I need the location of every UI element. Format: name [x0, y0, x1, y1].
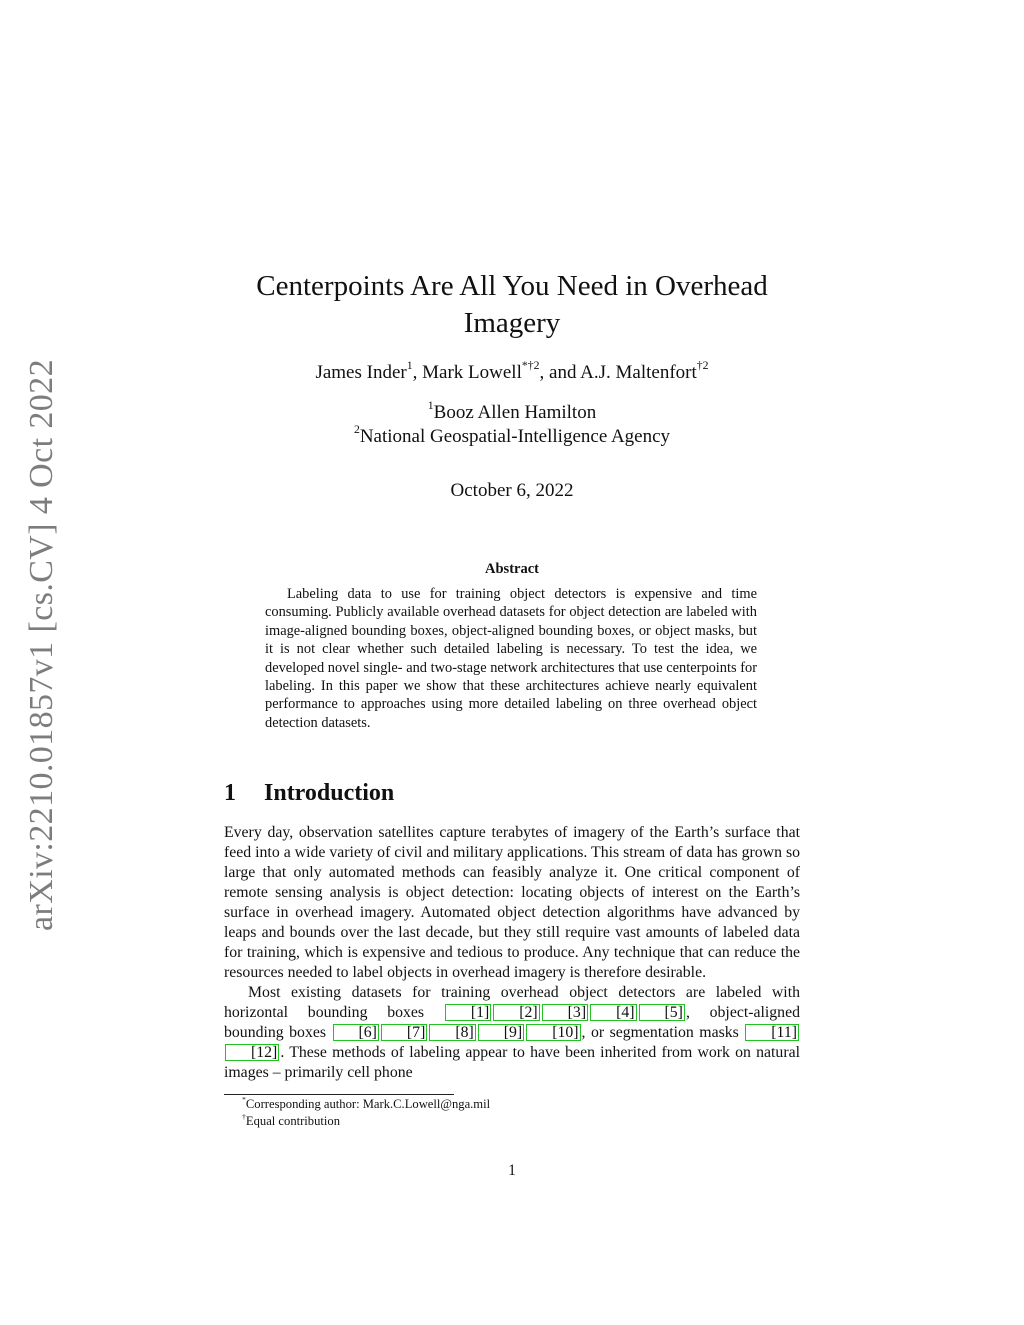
affiliation-name: National Geospatial-Intelligence Agency [359, 426, 671, 447]
section-heading [224, 780, 394, 807]
paper-title: Centerpoints Are All You Need in Overhead Imagery [256, 270, 768, 339]
citation-link[interactable]: [12] [225, 1044, 279, 1061]
affiliation-mark: 1 [427, 398, 434, 412]
author-list: James Inder$^1$, Mark Lowell$^{*\dagger 2}$, and A.J. Maltenfort$^{\dagger 2}$ [315, 358, 709, 383]
footnote-text: Equal contribution [245, 1114, 340, 1128]
citation-link[interactable]: [7] [381, 1024, 427, 1041]
paragraph [224, 983, 800, 1083]
section-title: Introduction [264, 780, 395, 806]
affiliation [200, 422, 824, 448]
citation-link[interactable]: [11] [745, 1024, 799, 1041]
citation-link[interactable]: [4] [590, 1004, 636, 1021]
paragraph-text: , or segmentation masks [581, 1024, 745, 1041]
footnote-mark: † [242, 1111, 246, 1121]
section-number: 1 [224, 780, 236, 806]
page-number: 1 [508, 1162, 516, 1179]
author-mark: *†2 [521, 358, 540, 372]
footnote-divider [224, 1094, 454, 1095]
affiliation-name: Booz Allen Hamilton [433, 402, 597, 423]
citation-link[interactable]: [3] [542, 1004, 588, 1021]
citation-link[interactable]: [5] [639, 1004, 685, 1021]
abstract-text: Labeling data to use for training object detectors is expensive and time consuming. Publicly available overhead datasets for object detection are labeled with image-aligned bounding boxes, object-aligned bounding boxes, or object masks, but it is not clear whether such detailed labeling is necessary. To test the idea, we developed novel single- and two-stage network architectures that use centerpoints for labeling. In this paper we show that these architectures achieve nearly equivalent performance to approaches using more detailed labeling on three overhead object detection datasets. [265, 586, 757, 731]
publication-date: October 6, 2022 [450, 480, 574, 501]
author-name: Mark Lowell [422, 362, 522, 383]
citation-link[interactable]: [6] [333, 1024, 379, 1041]
author-name: James Inder [315, 362, 407, 383]
affiliation [200, 398, 824, 424]
arxiv-identifier: arXiv:2210.01857v1 [cs.CV] 4 Oct 2022 [23, 359, 60, 931]
affiliation-mark: 2 [353, 422, 360, 436]
citation-link[interactable]: [1] [445, 1004, 491, 1021]
author-name: A.J. Maltenfort [580, 362, 697, 383]
footnotes [242, 1096, 490, 1130]
paragraph: Every day, observation satellites capture terabytes of imagery of the Earth’s surface that feed into a wide variety of civil and military applications. This stream of data has grown so large that only automated methods can feasibly analyze it. One critical component of remote sensing analysis is object detection: locating objects of interest on the Earth’s surface in overhead imagery. Automated object detection algorithms have advanced by leaps and bounds over the last decade, but they still require vast amounts of labeled data for training, which is expensive and tedious to produce. Any technique that can reduce the resources needed to label objects in overhead imagery is therefore desirable. [224, 824, 800, 981]
citation-link[interactable]: [9] [478, 1024, 524, 1041]
introduction-body [224, 823, 800, 1083]
footnote [242, 1113, 490, 1130]
citation-link[interactable]: [10] [526, 1024, 580, 1041]
paragraph-text: , object-aligned bounding boxes [224, 1004, 800, 1041]
footnote [242, 1096, 490, 1113]
paragraph-text: Most existing datasets for training overhead object detectors are labeled with horizontal bounding boxes [224, 984, 800, 1021]
footnote-text: Corresponding author: Mark.C.Lowell@nga.mil [245, 1097, 491, 1111]
author-mark: 1 [406, 358, 413, 372]
paragraph-text: . These methods of labeling appear to have been inherited from work on natural images – primarily cell phone [224, 1044, 800, 1081]
author-mark: †2 [696, 358, 709, 372]
citation-link[interactable]: [8] [429, 1024, 475, 1041]
abstract-heading: Abstract [485, 561, 539, 577]
citation-link[interactable]: [2] [493, 1004, 539, 1021]
footnote-mark: * [242, 1094, 246, 1104]
